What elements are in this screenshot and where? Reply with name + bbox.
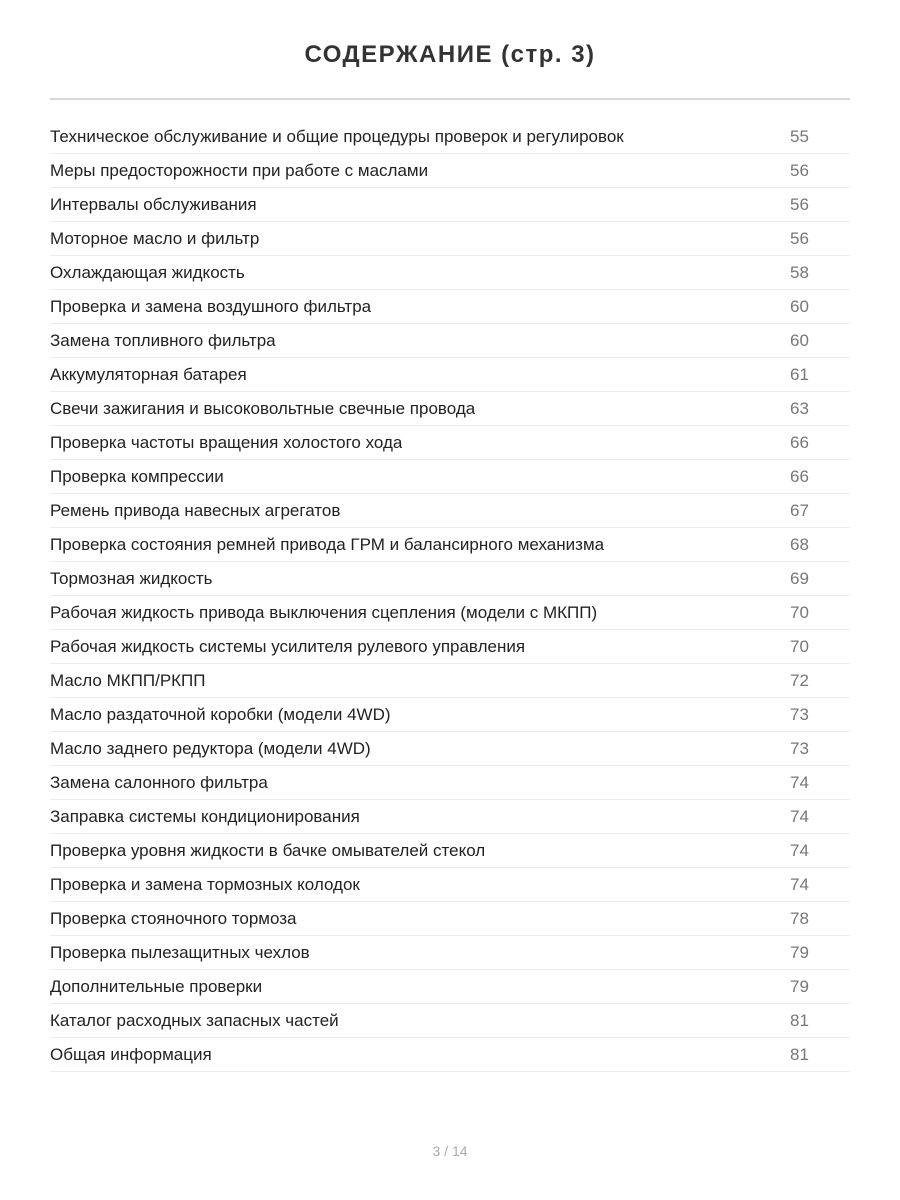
toc-entry-page: 74: [790, 806, 809, 826]
toc-entry-page: 81: [790, 1044, 809, 1064]
toc-entry-label: Дополнительные проверки: [50, 976, 263, 996]
toc-entry-page: 74: [790, 840, 809, 860]
toc-entry[interactable]: [50, 1038, 850, 1072]
toc-entry[interactable]: [50, 324, 850, 358]
toc-entry-page: 58: [790, 262, 809, 282]
toc-entry-label: Проверка компрессии: [50, 466, 224, 486]
toc-entry-label: Проверка пылезащитных чехлов: [50, 942, 310, 962]
toc-entry-page: 68: [790, 534, 809, 554]
toc-entry-label: Моторное масло и фильтр: [50, 228, 260, 248]
toc-entry-page: 79: [790, 942, 809, 962]
toc-entry-page: 70: [790, 636, 809, 656]
toc-entry-page: 73: [790, 704, 809, 724]
toc-entry[interactable]: [50, 868, 850, 902]
toc-entry-page: 74: [790, 874, 809, 894]
toc-entry-page: 70: [790, 602, 809, 622]
toc-entry[interactable]: [50, 154, 850, 188]
page-indicator: 3 / 14: [432, 1143, 468, 1159]
toc-entry-page: 67: [790, 500, 809, 520]
toc-entry[interactable]: [50, 120, 850, 154]
toc-entry[interactable]: [50, 698, 850, 732]
toc-entry-label: Аккумуляторная батарея: [50, 364, 247, 384]
toc-entry-label: Свечи зажигания и высоковольтные свечные провода: [50, 398, 476, 418]
toc-entry[interactable]: [50, 392, 850, 426]
toc-entry-label: Проверка и замена тормозных колодок: [50, 874, 360, 894]
toc-entry-label: Охлаждающая жидкость: [50, 262, 245, 282]
toc-entry-page: 78: [790, 908, 809, 928]
toc-entry-label: Общая информация: [50, 1044, 212, 1064]
toc-entry-page: 79: [790, 976, 809, 996]
toc-entry-page: 63: [790, 398, 809, 418]
toc-entry-page: 60: [790, 296, 809, 316]
page-title: СОДЕРЖАНИЕ (стр. 3): [304, 41, 596, 68]
toc-entry-page: 69: [790, 568, 809, 588]
toc-entry[interactable]: [50, 358, 850, 392]
toc-entry-page: 73: [790, 738, 809, 758]
toc-entry[interactable]: [50, 1004, 850, 1038]
toc-entry[interactable]: [50, 426, 850, 460]
toc-entry[interactable]: [50, 902, 850, 936]
toc-entry-label: Меры предосторожности при работе с маслами: [50, 160, 429, 180]
toc-entry[interactable]: [50, 494, 850, 528]
toc-entry[interactable]: [50, 936, 850, 970]
toc-entry[interactable]: [50, 766, 850, 800]
toc-entry-page: 72: [790, 670, 809, 690]
toc-list: [50, 120, 850, 1072]
title-divider: [50, 98, 850, 100]
toc-entry-label: Тормозная жидкость: [50, 568, 213, 588]
toc-entry-label: Каталог расходных запасных частей: [50, 1010, 339, 1030]
toc-entry-label: Интервалы обслуживания: [50, 194, 257, 214]
toc-entry[interactable]: [50, 596, 850, 630]
toc-entry-page: 66: [790, 466, 809, 486]
toc-entry-label: Проверка частоты вращения холостого хода: [50, 432, 403, 452]
toc-entry[interactable]: [50, 188, 850, 222]
toc-entry-label: Замена топливного фильтра: [50, 330, 276, 350]
toc-entry[interactable]: [50, 528, 850, 562]
toc-entry-label: Проверка и замена воздушного фильтра: [50, 296, 372, 316]
toc-entry-label: Рабочая жидкость системы усилителя рулевого управления: [50, 636, 526, 656]
toc-entry-label: Масло заднего редуктора (модели 4WD): [50, 738, 371, 758]
toc-entry[interactable]: [50, 732, 850, 766]
toc-entry-label: Рабочая жидкость привода выключения сцепления (модели с МКПП): [50, 602, 598, 622]
toc-entry[interactable]: [50, 834, 850, 868]
toc-entry-page: 66: [790, 432, 809, 452]
toc-entry-page: 56: [790, 194, 809, 214]
toc-entry-page: 61: [790, 364, 809, 384]
toc-entry-label: Проверка стояночного тормоза: [50, 908, 297, 928]
toc-entry[interactable]: [50, 460, 850, 494]
toc-entry[interactable]: [50, 970, 850, 1004]
toc-entry-label: Техническое обслуживание и общие процедуры проверок и регулировок: [50, 126, 624, 146]
toc-entry-label: Масло раздаточной коробки (модели 4WD): [50, 704, 391, 724]
toc-entry-page: 81: [790, 1010, 809, 1030]
toc-entry[interactable]: [50, 222, 850, 256]
toc-entry-page: 56: [790, 160, 809, 180]
toc-entry[interactable]: [50, 800, 850, 834]
toc-entry[interactable]: [50, 256, 850, 290]
toc-entry-page: 56: [790, 228, 809, 248]
toc-entry[interactable]: [50, 290, 850, 324]
toc-entry-label: Проверка уровня жидкости в бачке омывателей стекол: [50, 840, 486, 860]
toc-entry-label: Проверка состояния ремней привода ГРМ и балансирного механизма: [50, 534, 605, 554]
toc-entry-label: Ремень привода навесных агрегатов: [50, 500, 341, 520]
toc-entry-page: 55: [790, 126, 809, 146]
toc-entry-label: Масло МКПП/РКПП: [50, 670, 206, 690]
toc-entry[interactable]: [50, 664, 850, 698]
toc-entry[interactable]: [50, 630, 850, 664]
toc-entry-page: 60: [790, 330, 809, 350]
toc-entry[interactable]: [50, 562, 850, 596]
toc-entry-label: Заправка системы кондиционирования: [50, 806, 360, 826]
toc-entry-page: 74: [790, 772, 809, 792]
toc-entry-label: Замена салонного фильтра: [50, 772, 268, 792]
